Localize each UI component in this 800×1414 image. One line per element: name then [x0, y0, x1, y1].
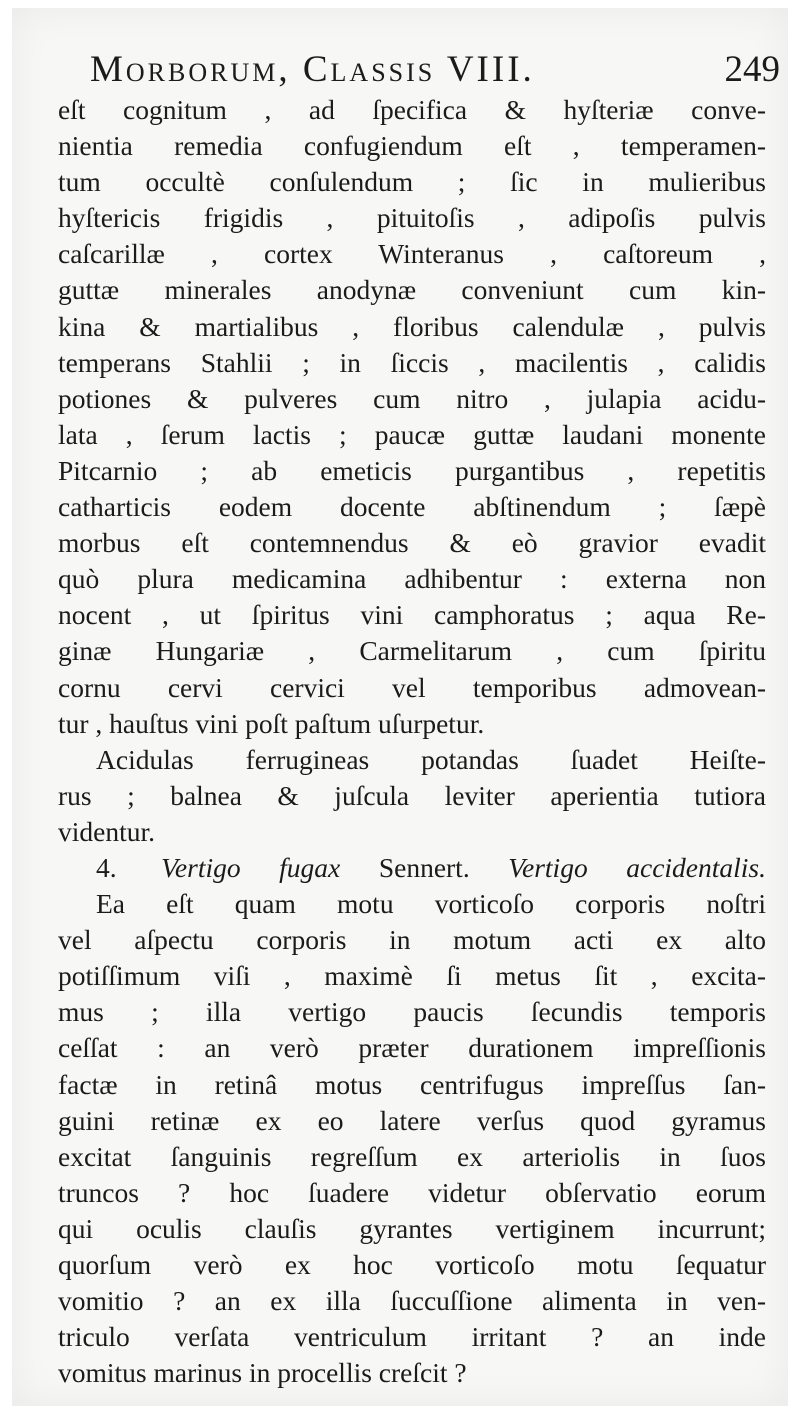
text-line: vomitio ? an ex illa ſuccuſſione alimenta in ven-	[58, 1285, 766, 1317]
page-number: 249	[724, 49, 780, 90]
text-line: excitat ſanguinis regreſſum ex arteriolis in ſuos	[58, 1140, 766, 1172]
text-line: vomitus marinus in procellis creſcit ?	[58, 1357, 467, 1389]
text-line: truncos ? hoc ſuadere videtur obſervatio eorum	[58, 1176, 766, 1208]
text-line: temperans Stahlii ; in ſiccis , macilentis , calidis	[58, 346, 766, 378]
text-line: nientia remedia confugiendum eſt , temperamen-	[58, 130, 766, 162]
section-heading	[58, 850, 766, 886]
section-number: 4.	[96, 851, 117, 883]
text-line: catharticis eodem docente abſtinendum ; ſæpè	[58, 491, 766, 523]
book-page	[12, 8, 788, 1406]
text-line: kina & martialibus , floribus calendulæ , pulvis	[58, 310, 766, 342]
text-line: hyſtericis frigidis , pituitoſis , adipoſis pulvis	[58, 202, 766, 234]
text-line: ceſſat : an verò præter durationem impreſſionis	[58, 1032, 766, 1064]
text-line: cornu cervi cervici vel temporibus admovean-	[58, 671, 766, 703]
text-line: guttæ minerales anodynæ conveniunt cum kin-	[58, 274, 766, 306]
section-author: Sennert.	[378, 851, 470, 883]
text-line: Pitcarnio ; ab emeticis purgantibus , repetitis	[58, 454, 766, 486]
text-line: potiſſimum viſi , maximè ſi metus ſit , excita-	[58, 960, 766, 992]
paragraph-3	[58, 886, 766, 1391]
body-text	[58, 92, 766, 1391]
text-line: potiones & pulveres cum nitro , julapia acidu-	[58, 382, 766, 414]
text-line: tur , hauſtus vini poſt paſtum uſurpetur.	[58, 707, 485, 739]
text-line: eſt cognitum , ad ſpecifica & hyſteriæ conve-	[58, 94, 766, 125]
text-line: qui oculis clauſis gyrantes vertiginem incurrunt;	[58, 1212, 766, 1244]
text-line: guini retinæ ex eo latere verſus quod gyramus	[58, 1104, 766, 1136]
paragraph-1	[58, 92, 766, 742]
page-header	[90, 48, 780, 94]
section-title: Vertigo fugax	[161, 851, 341, 883]
text-line: factæ in retinâ motus centrifugus impreſſus ſan-	[58, 1068, 766, 1100]
text-line: rus ; balnea & juſcula leviter aperientia tutiora	[58, 779, 766, 811]
text-line: nocent , ut ſpiritus vini camphoratus ; aqua Re-	[58, 599, 766, 631]
text-line: ginæ Hungariæ , Carmelitarum , cum ſpiritu	[58, 635, 766, 667]
text-line: vel aſpectu corporis in motum acti ex alto	[58, 924, 766, 956]
text-line: lata , ſerum lactis ; paucæ guttæ laudani monente	[58, 418, 766, 450]
text-line: quò plura medicamina adhibentur : externa non	[58, 563, 766, 595]
text-line: videntur.	[58, 815, 156, 847]
section-synonym: Vertigo accidentalis.	[508, 851, 766, 883]
text-line: Ea eſt quam motu vorticoſo corporis noſtri	[96, 888, 766, 920]
text-line: caſcarillæ , cortex Winteranus , caſtoreum ,	[58, 238, 766, 270]
text-line: quorſum verò ex hoc vorticoſo motu ſequatur	[58, 1249, 766, 1280]
running-title: Morborum, Classis VIII.	[90, 49, 535, 90]
text-line: Acidulas ferrugineas potandas ſuadet Heiſte-	[96, 743, 766, 775]
text-line: mus ; illa vertigo paucis ſecundis temporis	[58, 996, 766, 1028]
text-line: morbus eſt contemnendus & eò gravior evadit	[58, 527, 766, 559]
text-line: tum occultè conſulendum ; ſic in mulieribus	[58, 166, 766, 198]
paragraph-2	[58, 742, 766, 850]
text-line: triculo verſata ventriculum irritant ? an inde	[58, 1321, 766, 1353]
